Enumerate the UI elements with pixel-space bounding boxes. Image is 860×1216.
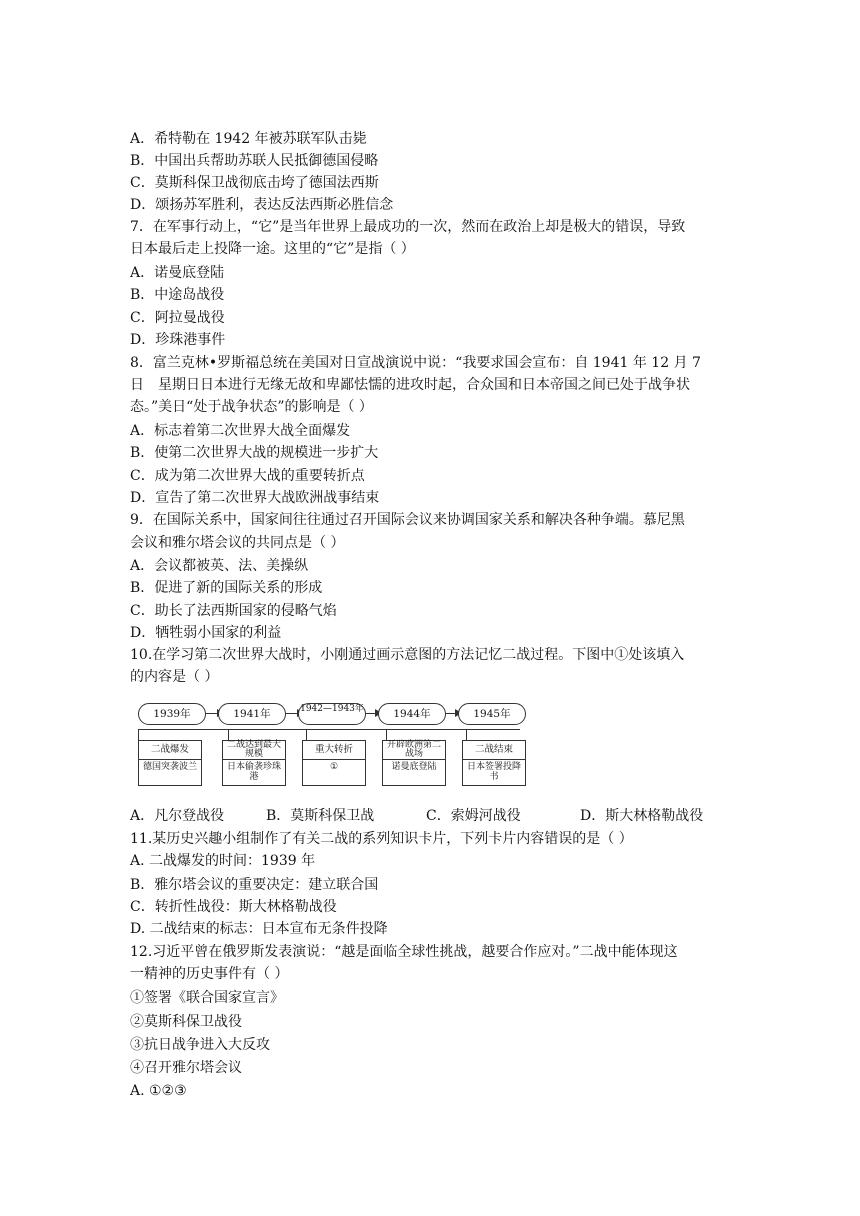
line: D．宣告了第二次世界大战欧洲战事结束	[130, 490, 380, 506]
line: A．标志着第二次世界大战全面爆发	[130, 423, 351, 439]
event-box-detail: 日本偷袭珍珠港	[226, 762, 281, 782]
line: 会议和雅尔塔会议的共同点是（ ）	[130, 535, 345, 551]
line: ①签署《联合国家宣言》	[130, 990, 284, 1006]
event-box-detail: 诺曼底登陆	[391, 762, 437, 772]
event-box	[222, 740, 286, 786]
line: A．诺曼底登陆	[130, 265, 225, 281]
year-node: 1942—1943年	[298, 703, 366, 725]
line: D．珍珠港事件	[130, 332, 226, 348]
event-box-detail: 德国突袭波兰	[142, 762, 197, 772]
event-box	[462, 740, 526, 786]
event-box-title: 二战爆发	[139, 741, 201, 760]
line: A. 二战爆发的时间：1939 年	[130, 853, 316, 869]
event-box-detail: ①	[329, 762, 339, 772]
year-node: 1944年	[378, 703, 446, 725]
line: ②莫斯科保卫战役	[130, 1014, 242, 1030]
line: B．中途岛战役	[130, 287, 225, 303]
line: B．促进了新的国际关系的形成	[130, 580, 323, 596]
line: ④召开雅尔塔会议	[130, 1060, 242, 1076]
line: B．雅尔塔会议的重要决定：建立联合国	[130, 877, 379, 893]
line: 态。”美日“处于战争状态”的影响是（ ）	[130, 399, 373, 415]
event-box	[138, 740, 202, 786]
event-box	[382, 740, 446, 786]
question-11-stem: 11.某历史兴趣小组制作了有关二战的系列知识卡片，下列卡片内容错误的是（ ）	[130, 831, 633, 847]
question-10-stem: 10.在学习第二次世界大战时，小刚通过画示意图的方法记忆二战过程。下图中①处该填入	[130, 647, 685, 663]
event-box-detail: 日本签署投降书	[466, 762, 521, 782]
line: C．转折性战役：斯大林格勒战役	[130, 899, 337, 915]
line: 日本最后走上投降一途。这里的“它”是指（ ）	[130, 241, 415, 257]
timeline-diagram	[130, 700, 540, 790]
line: C．助长了法西斯国家的侵略气焰	[130, 603, 337, 619]
event-box-title: 重大转折	[303, 741, 365, 760]
question-8-stem: 8．富兰克林•罗斯福总统在美国对日宣战演说中说：“我要求国会宣布：自 1941 年 12 月 7	[130, 355, 701, 371]
event-box-title: 开辟欧洲第二战场	[383, 741, 445, 760]
line: A．希特勒在 1942 年被苏联军队击毙	[130, 131, 367, 147]
line: 日 星期日日本进行无缘无故和卑鄙怯懦的进攻时起，合众国和日本帝国之间已处于战争状	[130, 377, 690, 393]
event-box	[302, 740, 366, 786]
line: A．会议都被英、法、美操纵	[130, 558, 309, 574]
line: C．莫斯科保卫战彻底击垮了德国法西斯	[130, 175, 379, 191]
option-c: C．索姆河战役	[426, 808, 521, 824]
line: D．牺牲弱小国家的利益	[130, 625, 282, 641]
question-9-stem: 9．在国际关系中，国家间往往通过召开国际会议来协调国家关系和解决各种争端。慕尼黑	[130, 512, 685, 528]
question-12-stem: 12.习近平曾在俄罗斯发表演说：“越是面临全球性挑战，越要合作应对。”二战中能体现这	[130, 944, 678, 960]
line: D．颂扬苏军胜利，表达反法西斯必胜信念	[130, 197, 394, 213]
connector-line	[138, 729, 520, 730]
option-a: A．凡尔登战役	[130, 808, 225, 824]
option-d: D．斯大林格勒战役	[580, 808, 704, 824]
line: C．阿拉曼战役	[130, 310, 225, 326]
line: A. ①②③	[130, 1083, 187, 1099]
event-box-title: 二战结束	[463, 741, 525, 760]
year-node: 1941年	[218, 703, 286, 725]
question-7-stem: 7．在军事行动上，“它”是当年世界上最成功的一次，然而在政治上却是极大的错误，导致	[130, 219, 686, 235]
event-box-title: 二战达到最大规模	[223, 741, 285, 760]
line: 一精神的历史事件有（ ）	[130, 966, 289, 982]
line: ③抗日战争进入大反攻	[130, 1037, 270, 1053]
line: D. 二战结束的标志：日本宣布无条件投降	[130, 921, 388, 937]
year-node: 1939年	[138, 703, 206, 725]
line: B．使第二次世界大战的规模进一步扩大	[130, 445, 379, 461]
line: B．中国出兵帮助苏联人民抵御德国侵略	[130, 153, 379, 169]
option-b: B．莫斯科保卫战	[266, 808, 375, 824]
year-node: 1945年	[458, 703, 526, 725]
line: 的内容是（ ）	[130, 669, 219, 685]
line: C．成为第二次世界大战的重要转折点	[130, 468, 365, 484]
